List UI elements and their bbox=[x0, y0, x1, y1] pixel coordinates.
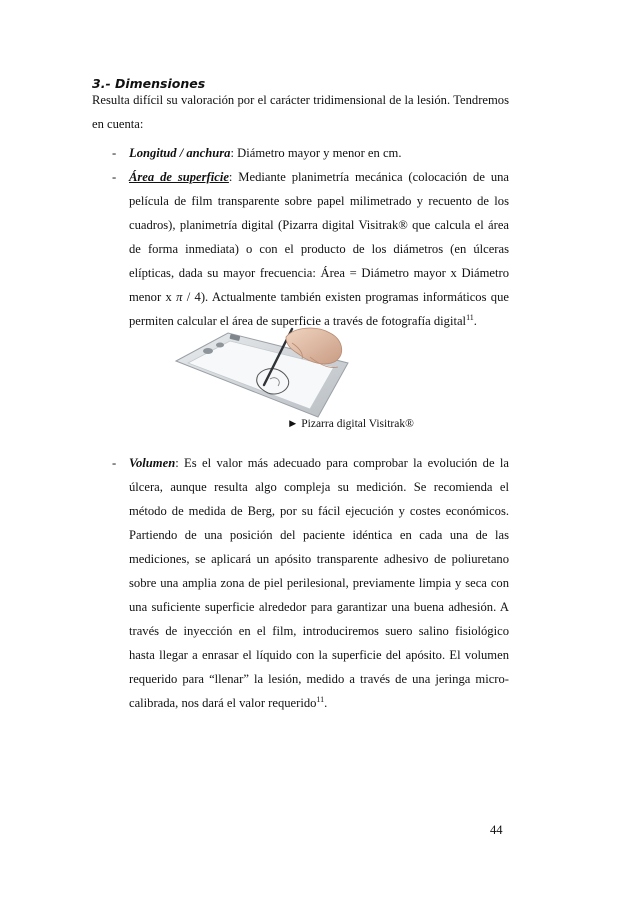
intro-paragraph: Resulta difícil su valoración por el carácter tridimensional de la lesión. Tendremos en cuenta: bbox=[92, 93, 509, 131]
reference-superscript: 11 bbox=[466, 312, 474, 322]
item-end: . bbox=[324, 696, 328, 710]
figure-caption: ► Pizarra digital Visitrak® bbox=[287, 418, 414, 430]
item-end: . bbox=[473, 314, 477, 328]
list-bullet: - bbox=[112, 146, 117, 160]
list-bullet: - bbox=[112, 170, 117, 184]
section-heading: 3.- Dimensiones bbox=[92, 76, 206, 91]
tablet-illustration bbox=[170, 323, 355, 420]
list-item-volume bbox=[112, 451, 509, 715]
page-number: 44 bbox=[490, 823, 503, 837]
visitrak-tablet-image bbox=[170, 323, 355, 420]
reference-superscript: 11 bbox=[316, 694, 325, 704]
item-text: : Es el valor más adecuado para comprobar la evolución de la úlcera, aunque resulta algo compleja su medición. Se recomienda el método de medida de Berg, por su fácil ejecución y costes económicos. Partiendo de una posición del paciente idéntica en cada una de las mediciones, se aplicará un apósito transparente adhesivo de poliuretano sobre una amplia zona de piel perilesional, previamente limpia y seca con una suficiente superficie alrededor para garantizar una buena adhesión. A través de inyección en el film, introduciremos suero salino fisiológico hasta llegar a enrasar el líquido con la superficie del apósito. El volumen requerido para “llenar” la lesión, medido a través de una jeringa micro-calibrada, nos dará el valor requerido bbox=[129, 456, 509, 710]
pi-symbol: π bbox=[176, 290, 183, 304]
item-text: : Diámetro mayor y menor en cm. bbox=[230, 146, 402, 160]
term-length-width: Longitud / anchura bbox=[129, 146, 231, 160]
list-item-surface-area bbox=[112, 165, 509, 333]
item-text-continued: / 4). Actualmente también existen programas informáticos que permiten calcular el área de superficie a través de fotografía digital bbox=[129, 290, 509, 328]
term-volume: Volumen bbox=[129, 456, 176, 470]
list-bullet: - bbox=[112, 456, 117, 470]
item-text: : Mediante planimetría mecánica (colocación de una película de film transparente sobre papel milimetrado y recuento de los cuadros), planimetría digital (Pizarra digital Visitrak® que calcula el área de forma inmediata) o con el producto de los diámetros (en úlceras elípticas, dada su mayor frecuencia: Área = Diámetro mayor x Diámetro menor x bbox=[129, 170, 509, 304]
term-surface-area: Área de superficie bbox=[129, 170, 229, 184]
list-item-length-width bbox=[112, 141, 509, 165]
